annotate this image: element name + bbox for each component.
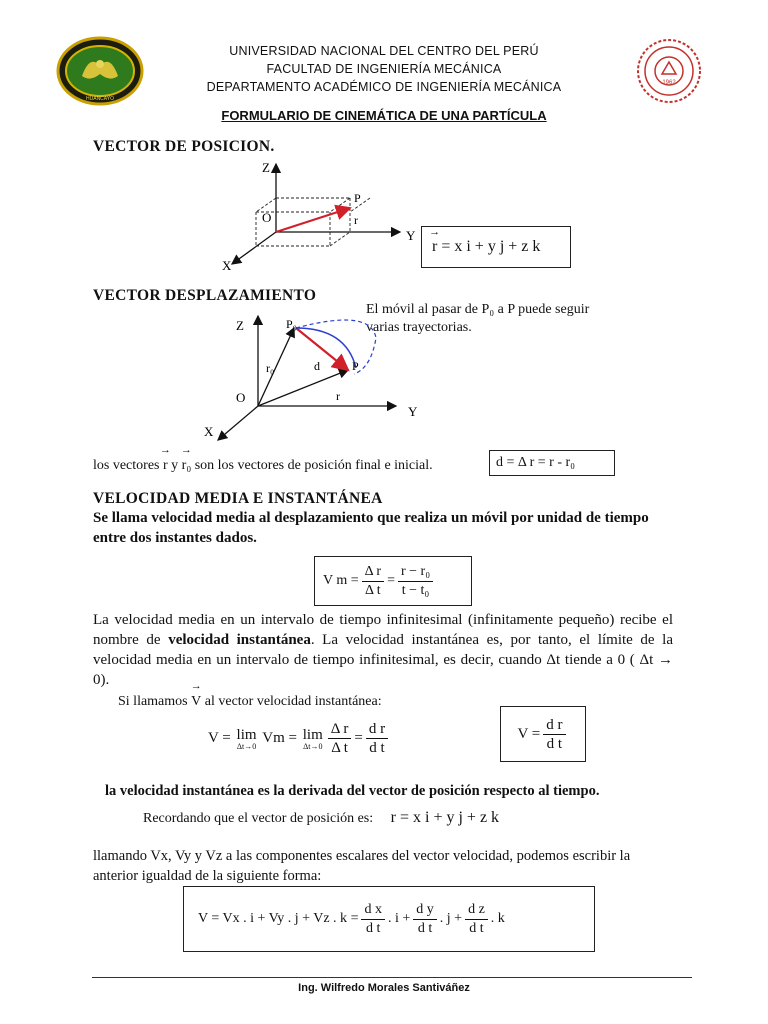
instant-velocity-box: V = $\frac{\text{d r}}{\text{d t}}$	[500, 706, 586, 762]
instant-velocity-paragraph: La velocidad media en un intervalo de tiempo infinitesimal (infinitamente pequeño) recibe el nombre de velocidad instantánea. La velocidad instantánea es, por tanto, el límite de la velocidad media en un intervalo de tiempo infinitesimal, es decir, cuando Δt tiende a 0 ( Δt → 0).	[93, 612, 674, 688]
origin-label: O	[262, 210, 272, 225]
section-title-position: VECTOR DE POSICION.	[93, 138, 275, 155]
trajectory-note: El móvil al pasar de P₀ a P puede seguir varias trayectorias.	[366, 302, 590, 335]
logo-bottom-text: HUANCAYO	[86, 96, 114, 102]
point-p-label: P	[354, 191, 361, 205]
recordando-line: Recordando que el vector de posición es: r = x i + y j + z k	[143, 809, 500, 826]
vm-lhs: V m =	[323, 573, 359, 588]
logo-year: 1962	[662, 80, 676, 86]
axis-z-label: Z	[262, 160, 270, 175]
formula-components: = x i + y j + z k	[441, 238, 541, 255]
document-title: FORMULARIO DE CINEMÁTICA DE UNA PARTÍCULA	[221, 108, 547, 123]
derivative-statement: la velocidad instantánea es la derivada del vector de posición respecto al tiempo.	[105, 783, 600, 799]
axis-y-label-2: Y	[408, 404, 418, 419]
axis-y-label: Y	[406, 228, 416, 243]
r0-label: r₀	[266, 361, 275, 375]
velocity-intro: Se llama velocidad media al desplazamiento que realiza un móvil por unidad de tiempo entre dos instantes dados.	[93, 510, 649, 546]
p0-label: P₀	[286, 317, 297, 331]
r-label: r	[336, 389, 340, 403]
footer-divider	[92, 977, 692, 978]
d-label: d	[314, 359, 320, 373]
p-label: P	[352, 359, 359, 373]
displacement-formula-box: d = Δ r = r - r₀	[489, 450, 615, 476]
component-velocity-box: V = Vx . i + Vy . j + Vz . k = $\frac{\text{d x}}{\text{d t}}$ . i + $\frac{\text{d y}}{\text{d t}}$ . j + $\frac{\text{d z}}{\text{d t}}$ . k	[183, 886, 595, 952]
header-university: UNIVERSIDAD NACIONAL DEL CENTRO DEL PERÚ	[229, 44, 539, 58]
vm-frac-2: $\frac{\text{r − r₀}}{\text{t − t₀}}$	[398, 563, 433, 600]
vector-r-label: r	[354, 213, 358, 227]
si-llamamos-line: Si llamamos → V al vector velocidad instantánea:	[118, 692, 382, 712]
position-vector-diagram	[210, 158, 430, 278]
position-formula-box	[421, 226, 571, 268]
displacement-diagram	[196, 308, 436, 448]
axis-x-label: X	[222, 258, 232, 273]
origin-label-2: O	[236, 390, 246, 405]
section-title-velocity: VELOCIDAD MEDIA E INSTANTÁNEA	[93, 490, 383, 507]
displacement-caption	[93, 456, 433, 476]
axis-x-label-2: X	[204, 424, 214, 439]
recordando-formula: r = x i + y j + z k	[390, 809, 500, 826]
axis-z-label-2: Z	[236, 318, 244, 333]
caption-y: y	[171, 458, 179, 473]
instant-velocity-term: velocidad instantánea	[168, 632, 311, 648]
mean-velocity-box: V m = $\frac{\text{Δ r}}{\text{Δ t}}$ = $\frac{\text{r − r₀}}{\text{t − t₀}}$	[314, 556, 472, 606]
header-faculty: FACULTAD DE INGENIERÍA MECÁNICA	[266, 62, 502, 76]
caption-r0: → r₀	[182, 456, 192, 476]
vm-frac-1: $\frac{\text{Δ r}}{\text{Δ t}}$	[362, 563, 384, 600]
header-department: DEPARTAMENTO ACADÉMICO DE INGENIERÍA MECÁNICA	[206, 80, 562, 94]
section-title-displacement: VECTOR DESPLAZAMIENTO	[93, 287, 317, 304]
limit-formula: V = lim Δt→0 Vm = lim Δt→0 $\frac{\text{Δ r}}{\text{Δ t}}$ = $\frac{\text{d r}}{\text{d t}}$	[208, 720, 391, 757]
components-paragraph: llamando Vx, Vy y Vz a las componentes escalares del vector velocidad, podemos escribir la anterior igualdad de la siguiente forma:	[93, 848, 631, 884]
caption-post: son los vectores de posición final e inicial.	[194, 458, 433, 473]
footer-author: Ing. Wilfredo Morales Santiváñez	[298, 982, 470, 994]
caption-pre: los vectores	[93, 458, 160, 473]
caption-r: → r	[163, 456, 168, 476]
formula-r: → r	[432, 238, 437, 256]
